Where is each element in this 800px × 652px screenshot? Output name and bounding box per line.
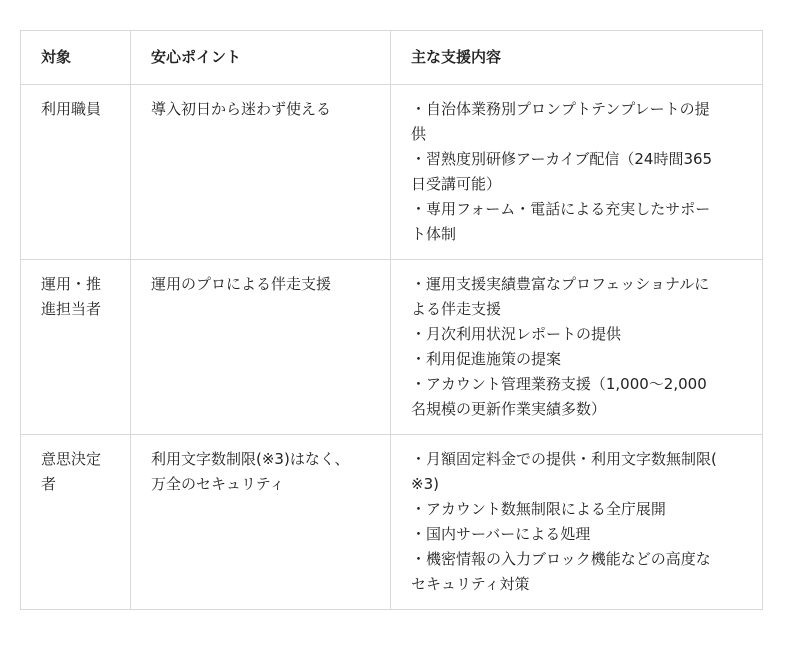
cell-content	[391, 435, 763, 610]
cell-text: 利用文字数制限(※3)はなく、	[151, 450, 350, 468]
table-header-row	[21, 31, 763, 85]
cell-text: セキュリティ対策	[411, 575, 530, 593]
cell-text: ※3)	[411, 475, 439, 493]
cell-content	[391, 260, 763, 435]
cell-text: ・自治体業務別プロンプトテンプレートの提	[411, 100, 710, 118]
cell-text: ・利用促進施策の提案	[411, 350, 562, 368]
cell-text: 運用のプロによる伴走支援	[151, 275, 332, 293]
header-target	[21, 31, 131, 85]
table-row	[21, 435, 763, 610]
table-row	[21, 260, 763, 435]
cell-point	[131, 260, 391, 435]
cell-text: 運用・推	[41, 275, 102, 293]
cell-target	[21, 260, 131, 435]
cell-text: ・専用フォーム・電話による充実したサポー	[411, 200, 711, 218]
support-table	[20, 30, 763, 610]
cell-text: 名規模の更新作業実績多数）	[411, 400, 607, 418]
cell-text: 意思決定	[41, 450, 102, 468]
cell-text: ・アカウント管理業務支援（1,000〜2,000	[411, 375, 707, 393]
cell-text: 供	[411, 125, 427, 143]
cell-text: 日受講可能）	[411, 175, 502, 193]
header-content-label: 主な支援内容	[411, 48, 502, 66]
cell-text: ・アカウント数無制限による全庁展開	[411, 500, 666, 518]
cell-text: ・習熟度別研修アーカイブ配信（24時間365	[411, 150, 713, 168]
cell-text: 利用職員	[41, 100, 102, 118]
header-target-label: 対象	[41, 48, 72, 66]
cell-text: 進担当者	[41, 300, 102, 318]
table-row	[21, 85, 763, 260]
cell-text: 万全のセキュリティ	[151, 475, 285, 493]
cell-text: ・運用支援実績豊富なプロフェッショナルに	[411, 275, 710, 293]
header-point	[131, 31, 391, 85]
cell-point	[131, 435, 391, 610]
cell-text: ・機密情報の入力ブロック機能などの高度な	[411, 550, 711, 568]
cell-point	[131, 85, 391, 260]
cell-text: ・国内サーバーによる処理	[411, 525, 591, 543]
cell-content	[391, 85, 763, 260]
cell-text: よる伴走支援	[411, 300, 502, 318]
cell-text: ・月額固定料金での提供・利用文字数無制限(	[411, 450, 717, 468]
cell-target	[21, 85, 131, 260]
cell-text: ・月次利用状況レポートの提供	[411, 325, 622, 343]
header-content	[391, 31, 763, 85]
cell-target	[21, 435, 131, 610]
cell-text: ト体制	[411, 225, 457, 243]
cell-text: 導入初日から迷わず使える	[151, 100, 332, 118]
cell-text: 者	[41, 475, 57, 493]
header-point-label: 安心ポイント	[151, 48, 242, 66]
